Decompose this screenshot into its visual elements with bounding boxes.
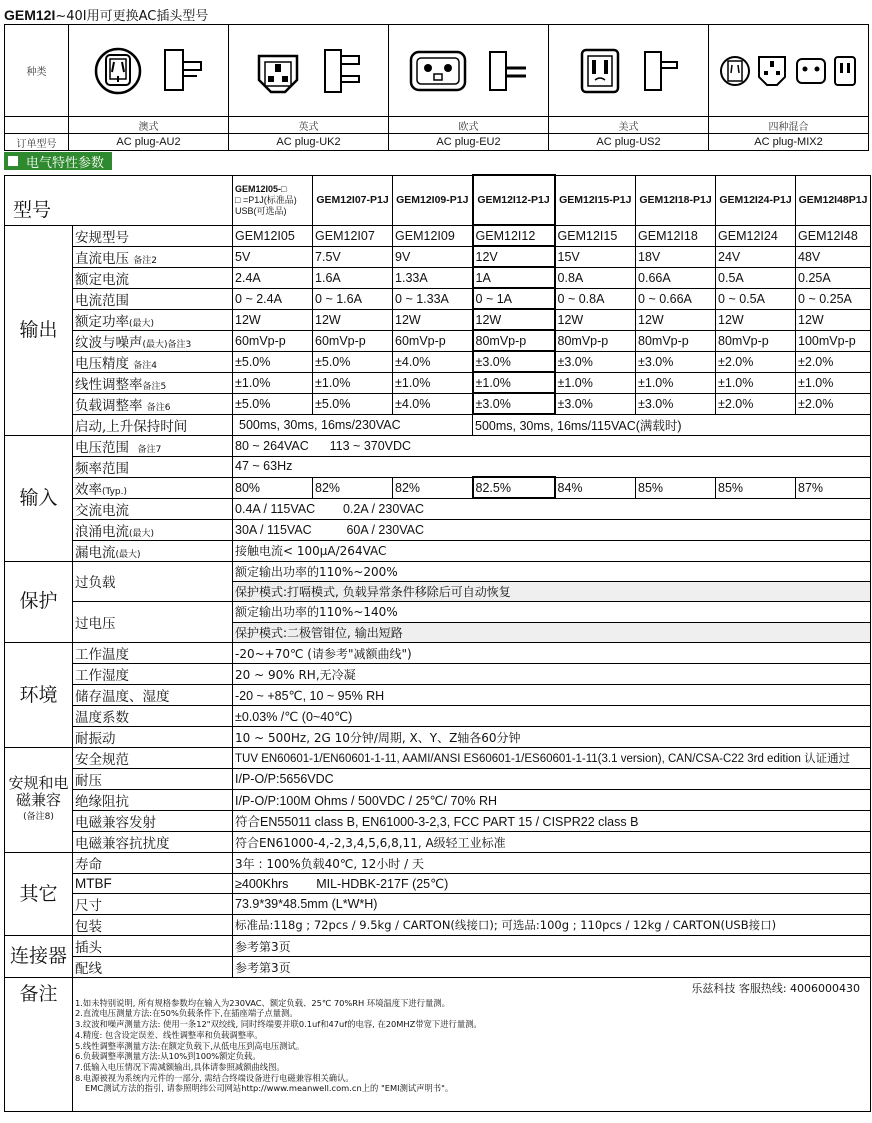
input-leak: 接触电流< 100μA/264VAC [233, 540, 871, 561]
cell: 0.25A [796, 267, 871, 288]
cell: 82% [393, 477, 473, 498]
cell: 48V [796, 246, 871, 267]
section-square-icon [8, 156, 18, 166]
cell: GEM12I18 [636, 225, 716, 246]
plug-au-icon [93, 46, 143, 96]
cat-env: 环境 [5, 643, 73, 748]
row-label: 启动,上升保持时间 [73, 414, 233, 435]
cell: GEM12I12 [473, 225, 555, 246]
row-label: 工作温度 [73, 643, 233, 664]
cell: ±1.0% [313, 372, 393, 393]
cell: 80mVp-p [555, 330, 636, 351]
model-header: GEM12I18-P1J [636, 175, 716, 225]
protect-ov-range: 额定输出功率的110%~140% [233, 602, 871, 622]
cell: 0.66A [636, 267, 716, 288]
note-line: 3.纹波和噪声测量方法: 使用一条12"双绞线, 同时终端要并联0.1uf和47uf的电容, 在20MHZ带宽下进行量测。 [75, 1019, 482, 1030]
row-label: 插头 [73, 936, 233, 957]
row-label: 电磁兼容发射 [73, 811, 233, 832]
row-label: 温度系数 [73, 706, 233, 727]
cell: 0 ~ 1A [473, 288, 555, 309]
plug-uk-cell [229, 25, 389, 117]
row-label: 包装 [73, 915, 233, 936]
safety-value: 符合EN55011 class B, EN61000-3-2,3, FCC PART 15 / CISPR22 class B [233, 811, 871, 832]
plug-mix-icon [719, 51, 859, 91]
row-label: 电压范围 备注7 [73, 435, 233, 456]
row-label: 额定功率(最大) [73, 309, 233, 330]
cell: 12W [555, 309, 636, 330]
startup-115: 500ms, 30ms, 16ms/115VAC(满载时) [473, 414, 871, 435]
connector-value: 参考第3页 [233, 957, 871, 978]
model-label: 型号 [5, 175, 233, 225]
model-header: GEM12I24-P1J [716, 175, 796, 225]
row-label: 尺寸 [73, 894, 233, 915]
cell: 5V [233, 246, 313, 267]
row-label: 过负载 [73, 561, 233, 602]
cat-remarks: 备注 [5, 978, 73, 1112]
plug-table [4, 24, 869, 151]
cell: ±4.0% [393, 393, 473, 414]
plug-eu-side-icon [482, 46, 530, 96]
row-label: MTBF [73, 874, 233, 894]
cell: ±2.0% [796, 351, 871, 372]
cell: ±1.0% [636, 372, 716, 393]
note-line: 7.低输入电压情况下需减额输出,具体请参照减额曲线图。 [75, 1062, 285, 1072]
row-label: 漏电流(最大) [73, 540, 233, 561]
env-value: 20 ~ 90% RH,无冷凝 [233, 664, 871, 685]
cell: 80% [233, 477, 313, 498]
cell: GEM12I09 [393, 225, 473, 246]
cell: ±3.0% [473, 351, 555, 372]
row-label: 配线 [73, 957, 233, 978]
model-gem12i05-header: GEM12I05-□ □ =P1J(标准品) USB(可选品) [233, 175, 313, 225]
cat-other: 其它 [5, 853, 73, 936]
plug-au-name: 澳式 [69, 117, 229, 134]
row-label: 工作湿度 [73, 664, 233, 685]
plug-us-side-icon [637, 46, 681, 96]
cell: 0 ~ 1.6A [313, 288, 393, 309]
plug-uk-order: AC plug-UK2 [229, 134, 389, 151]
cell: GEM12I24 [716, 225, 796, 246]
hotline: 乐兹科技 客服热线: 4006000430 [691, 982, 861, 996]
cell: ±1.0% [233, 372, 313, 393]
model-header: GEM12I09-P1J [393, 175, 473, 225]
cell: ±3.0% [555, 393, 636, 414]
cat-connector: 连接器 [5, 936, 73, 978]
cell: 7.5V [313, 246, 393, 267]
cell: 18V [636, 246, 716, 267]
cell: ±3.0% [636, 351, 716, 372]
plug-uk-side-icon [317, 46, 365, 96]
safety-value: 符合EN61000-4,-2,3,4,5,6,8,11, A级轻工业标准 [233, 832, 871, 853]
safety-value: I/P-O/P:100M Ohms / 500VDC / 25℃/ 70% RH [233, 790, 871, 811]
cell: ±5.0% [313, 393, 393, 414]
row-label: 寿命 [73, 853, 233, 874]
row-label: 负载调整率 备注6 [73, 393, 233, 414]
note-line: 8.电源被视为系统内元件的一部分, 需结合终端设备进行电磁兼容相关确认。 [75, 1072, 354, 1083]
order-label: 订单型号 [5, 134, 69, 151]
cell: 80mVp-p [473, 330, 555, 351]
cell: 1.6A [313, 267, 393, 288]
cell: ±1.0% [473, 372, 555, 393]
cell: 12W [393, 309, 473, 330]
cell: 0 ~ 0.5A [716, 288, 796, 309]
model-header: GEM12I07-P1J [313, 175, 393, 225]
row-label: 纹波与噪声(最大)备注3 [73, 330, 233, 351]
protect-ol-range: 额定输出功率的110%~200% [233, 561, 871, 581]
cell: 0 ~ 0.66A [636, 288, 716, 309]
cell: GEM12I15 [555, 225, 636, 246]
row-label: 额定电流 [73, 267, 233, 288]
cell: ±5.0% [233, 351, 313, 372]
cell: 100mVp-p [796, 330, 871, 351]
row-label: 安全规范 [73, 748, 233, 769]
row-label: 绝缘阻抗 [73, 790, 233, 811]
env-value: ±0.03% /℃ (0~40℃) [233, 706, 871, 727]
cell: 12V [473, 246, 555, 267]
cell: GEM12I05 [233, 225, 313, 246]
cell: 0 ~ 0.8A [555, 288, 636, 309]
cell: 80mVp-p [636, 330, 716, 351]
model-header: GEM12I15-P1J [555, 175, 636, 225]
cell: 0 ~ 1.33A [393, 288, 473, 309]
spec-table [4, 174, 871, 1112]
cell: 12W [716, 309, 796, 330]
cell: 12W [233, 309, 313, 330]
cell: 82.5% [473, 477, 555, 498]
cell: ±1.0% [393, 372, 473, 393]
row-label: 耐振动 [73, 727, 233, 748]
cell: ±1.0% [555, 372, 636, 393]
cell: ±3.0% [555, 351, 636, 372]
note-line: 6.负载调整率测量方法:从10%到100%额定负载。 [75, 1051, 261, 1062]
protect-ol-mode: 保护模式:打嗝模式, 负载异常条件移除后可自动恢复 [233, 581, 871, 601]
cell: 60mVp-p [233, 330, 313, 351]
row-label: 电磁兼容抗扰度 [73, 832, 233, 853]
plug-eu-order: AC plug-EU2 [389, 134, 549, 151]
safety-value: I/P-O/P:5656VDC [233, 769, 871, 790]
cell: 15V [555, 246, 636, 267]
plug-eu-cell [389, 25, 549, 117]
cell: 12W [796, 309, 871, 330]
plug-us-name: 美式 [549, 117, 709, 134]
cell: 85% [636, 477, 716, 498]
connector-value: 参考第3页 [233, 936, 871, 957]
cell: 60mVp-p [313, 330, 393, 351]
cell: 24V [716, 246, 796, 267]
model-header: GEM12I48P1J [796, 175, 871, 225]
other-value: 3年 : 100%负载40℃, 12小时 / 天 [233, 853, 871, 874]
row-label: 交流电流 [73, 498, 233, 519]
note-line: 1.如未特别说明, 所有规格参数均在输入为230VAC、额定负载、25℃ 70%RH 环境温度下进行量测。 [75, 997, 450, 1008]
row-label: 过电压 [73, 602, 233, 643]
row-label: 浪涌电流(最大) [73, 519, 233, 540]
plug-us-icon [577, 46, 623, 96]
cell: 12W [313, 309, 393, 330]
cell: ±1.0% [796, 372, 871, 393]
input-vrange: 80 ~ 264VAC 113 ~ 370VDC [233, 435, 871, 456]
cat-protect: 保护 [5, 561, 73, 643]
row-label: 耐压 [73, 769, 233, 790]
cell: ±3.0% [636, 393, 716, 414]
header-subtitle: ~40I用可更换AC插头型号 [55, 9, 209, 24]
protect-ov-mode: 保护模式:二极管钳位, 输出短路 [233, 622, 871, 642]
model-header-highlight: GEM12I12-P1J [473, 175, 555, 225]
plug-mix-order: AC plug-MIX2 [709, 134, 869, 151]
plug-mix-cell [709, 25, 869, 117]
other-value: 73.9*39*48.5mm (L*W*H) [233, 894, 871, 915]
cell: ±3.0% [473, 393, 555, 414]
cell: 12W [636, 309, 716, 330]
row-label: 储存温度、湿度 [73, 685, 233, 706]
cell: GEM12I48 [796, 225, 871, 246]
cell: 9V [393, 246, 473, 267]
cell: 60mVp-p [393, 330, 473, 351]
startup-230: 500ms, 30ms, 16ms/230VAC [233, 414, 473, 435]
cat-output: 输出 [5, 225, 73, 435]
row-label: 电流范围 [73, 288, 233, 309]
cell: 12W [473, 309, 555, 330]
plug-mix-name: 四种混合 [709, 117, 869, 134]
plug-us-order: AC plug-US2 [549, 134, 709, 151]
model-series: GEM12I [4, 7, 56, 23]
cell: ±5.0% [233, 393, 313, 414]
other-value: ≥400Khrs MIL-HDBK-217F (25℃) [233, 874, 871, 894]
plug-au-side-icon [157, 46, 205, 96]
note-line: 5.线性调整率测量方法:在额定负载下,从低电压到高电压测试。 [75, 1040, 305, 1051]
input-inrush: 30A / 115VAC 60A / 230VAC [233, 519, 871, 540]
section-title: 电气特性参数 [26, 155, 105, 171]
cell: ±2.0% [716, 393, 796, 414]
cell: 85% [716, 477, 796, 498]
env-value: 10 ~ 500Hz, 2G 10分钟/周期, X、Y、Z轴各60分钟 [233, 727, 871, 748]
cell: 1A [473, 267, 555, 288]
note-line: 4.精度: 包含设定误差、线性调整率和负载调整率。 [75, 1029, 263, 1040]
plug-uk-icon [253, 46, 303, 96]
row-label: 线性调整率备注5 [73, 372, 233, 393]
row-label: 频率范围 [73, 456, 233, 477]
cell: 84% [555, 477, 636, 498]
cell: 87% [796, 477, 871, 498]
env-value: -20 ~ +85℃, 10 ~ 95% RH [233, 685, 871, 706]
plug-eu-icon [408, 46, 468, 96]
cell: 1.33A [393, 267, 473, 288]
cell: ±2.0% [716, 351, 796, 372]
input-freq: 47 ~ 63Hz [233, 456, 871, 477]
plug-uk-name: 英式 [229, 117, 389, 134]
type-label: 种类 [5, 25, 69, 117]
section-header [4, 152, 112, 170]
cell: 80mVp-p [716, 330, 796, 351]
cell: 0 ~ 0.25A [796, 288, 871, 309]
cat-input: 输入 [5, 435, 73, 561]
cell: ±1.0% [716, 372, 796, 393]
page-header [4, 5, 208, 24]
cell: ±2.0% [796, 393, 871, 414]
row-label: 安规型号 [73, 225, 233, 246]
cell: 0 ~ 2.4A [233, 288, 313, 309]
plug-au-cell [69, 25, 229, 117]
cell: ±4.0% [393, 351, 473, 372]
row-label: 直流电压 备注2 [73, 246, 233, 267]
other-value: 标准品:118g ; 72pcs / 9.5kg / CARTON(线接口); 可选品:100g ; 110pcs / 12kg / CARTON(USB接口) [233, 915, 871, 936]
plug-us-cell [549, 25, 709, 117]
note-line: 2.直流电压测量方法:在50%负载条件下,在插座端子点量测。 [75, 1008, 298, 1019]
note-line: EMC测试方法的指引, 请参照明纬公司网站http://www.meanwell.com.cn上的 "EMI测试声明书"。 [85, 1083, 454, 1094]
row-label: 电压精度 备注4 [73, 351, 233, 372]
plug-eu-name: 欧式 [389, 117, 549, 134]
cell: 82% [313, 477, 393, 498]
cell: 0.8A [555, 267, 636, 288]
cell: GEM12I07 [313, 225, 393, 246]
cell: 2.4A [233, 267, 313, 288]
cell: ±5.0% [313, 351, 393, 372]
notes-block [73, 978, 871, 1112]
cat-safety: 安规和电磁兼容 (备注8) [5, 748, 73, 853]
cell: 0.5A [716, 267, 796, 288]
env-value: -20~+70℃ (请参考"减额曲线") [233, 643, 871, 664]
row-label: 效率(Typ.) [73, 477, 233, 498]
input-ac: 0.4A / 115VAC 0.2A / 230VAC [233, 498, 871, 519]
safety-value: TUV EN60601-1/EN60601-1-11, AAMI/ANSI ES60601-1/ES60601-1-11(3.1 version), CAN/CSA-C22 3rd edition 认证通过 [233, 748, 871, 769]
plug-au-order: AC plug-AU2 [69, 134, 229, 151]
